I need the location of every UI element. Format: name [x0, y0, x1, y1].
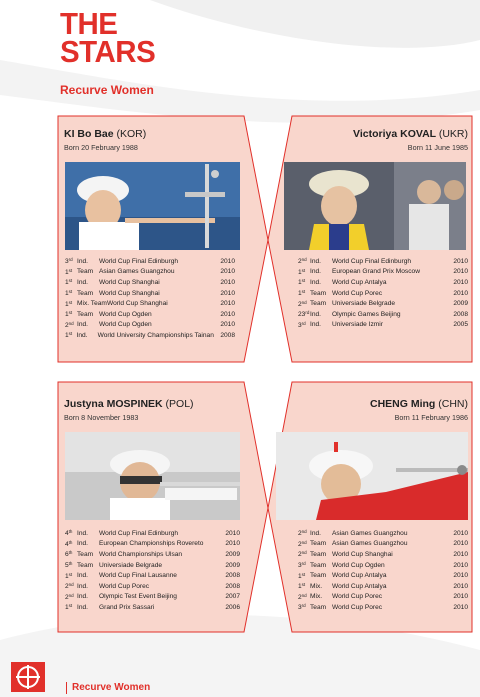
results-list-cheng: [298, 528, 468, 613]
result-row: 3rd Ind. World Cup Final Edinburgh 2010: [65, 257, 235, 266]
result-row: 2nd Team Universiade Belgrade 2009: [298, 299, 468, 308]
result-row: 1st Team World Cup Porec 2010: [298, 289, 468, 298]
title-line-2: STARS: [60, 34, 156, 69]
athlete-photo-cheng: [276, 432, 468, 520]
result-row: 1st Mix. World Cup Antalya 2010: [298, 582, 468, 591]
result-row: 2nd Ind. Asian Games Guangzhou 2010: [298, 529, 468, 538]
athlete-card-cheng: [370, 398, 468, 422]
athlete-photo-koval: [284, 162, 466, 250]
result-row: 1st Team Asian Games Guangzhou 2010: [65, 267, 235, 276]
result-row: 1st Ind. World University Championships Tainan 2008: [65, 331, 235, 340]
results-list-kibobae: [65, 256, 235, 341]
result-row: 1st Ind. World Cup Shanghai 2010: [65, 278, 235, 287]
result-row: 2nd Ind. World Cup Porec 2008: [65, 582, 240, 591]
results-list-mospinek: [65, 528, 240, 613]
result-row: 1st Team World Cup Ogden 2010: [65, 310, 235, 319]
result-row: 5th Team Universiade Belgrade 2009: [65, 561, 240, 570]
athlete-born: Born 20 February 1988: [64, 143, 138, 152]
athlete-name: KI Bo Bae (KOR): [64, 128, 147, 140]
result-row: 3rd Ind. Universiade Izmir 2005: [298, 320, 468, 329]
archery-target-logo-icon: [11, 662, 45, 692]
result-row: 23rd Ind. Olympic Games Beijing 2008: [298, 310, 468, 319]
section-subtitle: Recurve Women: [60, 83, 154, 97]
result-row: 4th Ind. European Championships Rovereto 2010: [65, 539, 240, 548]
athlete-card-mospinek: [64, 398, 194, 422]
athlete-born: Born 8 November 1983: [64, 413, 139, 422]
result-row: 2nd Mix. World Cup Porec 2010: [298, 592, 468, 601]
result-row: 1st Ind. Grand Prix Sassari 2006: [65, 603, 240, 612]
result-row: 1st Team World Cup Antalya 2010: [298, 571, 468, 580]
result-row: 2nd Ind. World Cup Final Edinburgh 2010: [298, 257, 468, 266]
athlete-name: Victoriya KOVAL (UKR): [353, 128, 468, 140]
athlete-photo-mospinek: [65, 432, 240, 520]
result-row: 2nd Ind. World Cup Ogden 2010: [65, 320, 235, 329]
result-row: 2nd Ind. Olympic Test Event Beijing 2007: [65, 592, 240, 601]
athlete-card-kibobae: [64, 128, 146, 152]
result-row: 1st Team World Cup Shanghai 2010: [65, 289, 235, 298]
result-row: 1st Ind. World Cup Final Lausanne 2008: [65, 571, 240, 580]
results-list-koval: [298, 256, 468, 330]
result-row: 3rd Team World Cup Porec 2010: [298, 603, 468, 612]
athlete-born: Born 11 June 1985: [407, 143, 468, 152]
result-row: 6th Team World Championships Ulsan 2009: [65, 550, 240, 559]
result-row: 1st Ind. European Grand Prix Moscow 2010: [298, 267, 468, 276]
footer-label: Recurve Women: [66, 682, 150, 694]
athlete-name: CHENG Ming (CHN): [370, 398, 468, 410]
result-row: 4th Ind. World Cup Final Edinburgh 2010: [65, 529, 240, 538]
athlete-name: Justyna MOSPINEK (POL): [64, 398, 194, 410]
athlete-photo-kibobae: [65, 162, 240, 250]
athlete-born: Born 11 February 1986: [394, 413, 468, 422]
athlete-card-koval: [353, 128, 468, 152]
title-line-1: THE: [60, 6, 118, 41]
result-row: 1st Mix. Team World Cup Shanghai 2010: [65, 299, 235, 308]
result-row: 1st Ind. World Cup Antalya 2010: [298, 278, 468, 287]
result-row: 3rd Team World Cup Ogden 2010: [298, 561, 468, 570]
result-row: 2nd Team Asian Games Guangzhou 2010: [298, 539, 468, 548]
result-row: 2nd Team World Cup Shanghai 2010: [298, 550, 468, 559]
